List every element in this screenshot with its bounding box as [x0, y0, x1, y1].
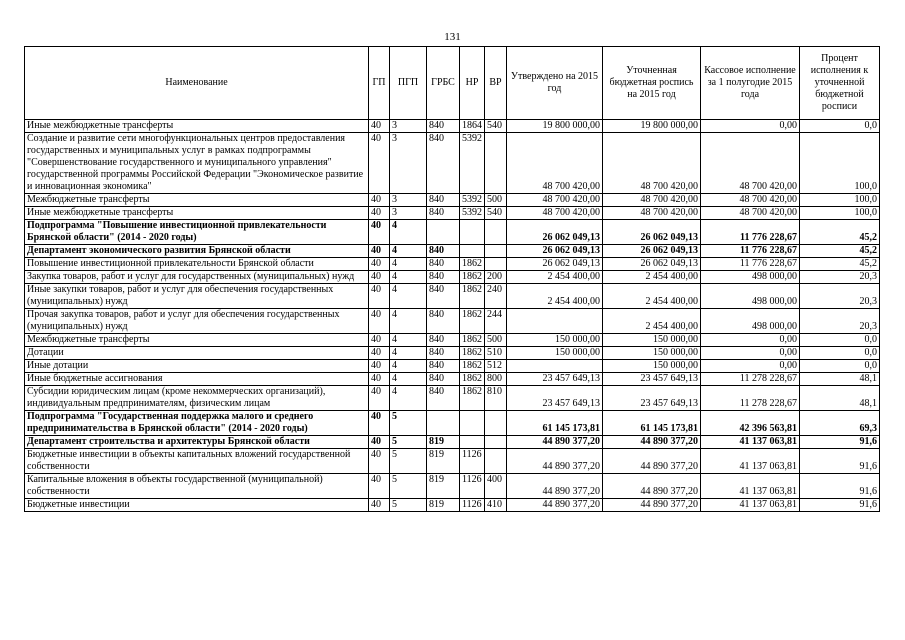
cell-grbs: 840: [427, 245, 460, 258]
cell-name: Подпрограмма "Государственная поддержка малого и среднего предпринимательства в Брянской области" (2014 - 2020 годы): [25, 411, 369, 436]
cell-name: Субсидии юридическим лицам (кроме некоммерческих организаций), индивидуальным предпринимателям, физическим лицам: [25, 386, 369, 411]
cell-percent: 91,6: [800, 436, 880, 449]
cell-revised: 61 145 173,81: [603, 411, 701, 436]
cell-name: Создание и развитие сети многофункциональных центров предоставления государственных и муниципальных услуг в рамках подпрограммы "Совершенствование государственного и муниципального управления" государственной программы Российской Федерации "Экономическое развитие и инновационная экономика": [25, 133, 369, 194]
table-header-row: [25, 47, 880, 120]
cell-gp: 40: [369, 194, 390, 207]
table-row: [25, 245, 880, 258]
cell-vr: [485, 436, 507, 449]
cell-name: Департамент экономического развития Брянской области: [25, 245, 369, 258]
cell-percent: 0,0: [800, 360, 880, 373]
cell-gp: 40: [369, 411, 390, 436]
cell-percent: 45,2: [800, 258, 880, 271]
cell-cash: 41 137 063,81: [701, 436, 800, 449]
cell-revised: 44 890 377,20: [603, 449, 701, 474]
cell-grbs: 840: [427, 120, 460, 133]
cell-name: Капитальные вложения в объекты государственной (муниципальной) собственности: [25, 474, 369, 499]
cell-cash: 42 396 563,81: [701, 411, 800, 436]
cell-percent: 91,6: [800, 474, 880, 499]
cell-cash: 0,00: [701, 360, 800, 373]
cell-grbs: 840: [427, 347, 460, 360]
cell-cash: 48 700 420,00: [701, 207, 800, 220]
cell-approved: 26 062 049,13: [507, 220, 603, 245]
table-row: [25, 258, 880, 271]
cell-name: Дотации: [25, 347, 369, 360]
cell-grbs: 819: [427, 499, 460, 512]
cell-name: Межбюджетные трансферты: [25, 194, 369, 207]
cell-name: Закупка товаров, работ и услуг для государственных (муниципальных) нужд: [25, 271, 369, 284]
cell-gp: 40: [369, 258, 390, 271]
cell-vr: 400: [485, 474, 507, 499]
cell-pgp: 4: [390, 347, 427, 360]
cell-nr: 1862: [460, 373, 485, 386]
cell-approved: 2 454 400,00: [507, 284, 603, 309]
cell-revised: 44 890 377,20: [603, 499, 701, 512]
cell-nr: [460, 220, 485, 245]
cell-vr: 410: [485, 499, 507, 512]
cell-nr: 1864: [460, 120, 485, 133]
table-body: [25, 120, 880, 512]
cell-pgp: 3: [390, 120, 427, 133]
cell-approved: 44 890 377,20: [507, 474, 603, 499]
cell-gp: 40: [369, 120, 390, 133]
cell-approved: [507, 360, 603, 373]
cell-name: Иные бюджетные ассигнования: [25, 373, 369, 386]
cell-approved: 26 062 049,13: [507, 245, 603, 258]
cell-gp: 40: [369, 271, 390, 284]
cell-approved: 44 890 377,20: [507, 499, 603, 512]
cell-approved: 23 457 649,13: [507, 386, 603, 411]
header-approved: Утверждено на 2015 год: [507, 47, 603, 120]
table-row: [25, 133, 880, 194]
cell-vr: [485, 258, 507, 271]
cell-approved: 48 700 420,00: [507, 133, 603, 194]
cell-pgp: 5: [390, 499, 427, 512]
cell-gp: 40: [369, 284, 390, 309]
cell-gp: 40: [369, 309, 390, 334]
cell-cash: 0,00: [701, 334, 800, 347]
cell-approved: 150 000,00: [507, 347, 603, 360]
cell-gp: 40: [369, 499, 390, 512]
table-row: [25, 194, 880, 207]
cell-revised: 44 890 377,20: [603, 436, 701, 449]
cell-vr: 200: [485, 271, 507, 284]
cell-grbs: 840: [427, 271, 460, 284]
cell-approved: 48 700 420,00: [507, 194, 603, 207]
cell-gp: 40: [369, 220, 390, 245]
cell-revised: 48 700 420,00: [603, 194, 701, 207]
cell-pgp: 4: [390, 360, 427, 373]
header-cash: Кассовое исполнение за 1 полугодие 2015 года: [701, 47, 800, 120]
table-row: [25, 474, 880, 499]
cell-revised: 2 454 400,00: [603, 271, 701, 284]
cell-approved: [507, 309, 603, 334]
cell-grbs: 819: [427, 449, 460, 474]
table-row: [25, 347, 880, 360]
cell-nr: [460, 245, 485, 258]
cell-approved: 150 000,00: [507, 334, 603, 347]
cell-vr: [485, 245, 507, 258]
cell-percent: 100,0: [800, 207, 880, 220]
cell-cash: 11 776 228,67: [701, 245, 800, 258]
cell-pgp: 5: [390, 436, 427, 449]
table-row: [25, 271, 880, 284]
cell-percent: 100,0: [800, 133, 880, 194]
cell-cash: 498 000,00: [701, 309, 800, 334]
cell-name: Межбюджетные трансферты: [25, 334, 369, 347]
header-percent: Процент исполнения к уточненной бюджетной росписи: [800, 47, 880, 120]
cell-percent: 69,3: [800, 411, 880, 436]
cell-vr: 810: [485, 386, 507, 411]
cell-cash: 41 137 063,81: [701, 499, 800, 512]
table-row: [25, 284, 880, 309]
cell-vr: 500: [485, 194, 507, 207]
header-grbs: ГРБС: [427, 47, 460, 120]
cell-pgp: 4: [390, 271, 427, 284]
cell-name: Иные дотации: [25, 360, 369, 373]
cell-revised: 48 700 420,00: [603, 207, 701, 220]
header-name: Наименование: [25, 47, 369, 120]
cell-nr: 1862: [460, 334, 485, 347]
cell-revised: 23 457 649,13: [603, 386, 701, 411]
cell-pgp: 4: [390, 245, 427, 258]
cell-grbs: 840: [427, 194, 460, 207]
cell-revised: 150 000,00: [603, 347, 701, 360]
cell-percent: 20,3: [800, 284, 880, 309]
header-pgp: ПГП: [390, 47, 427, 120]
cell-pgp: 5: [390, 411, 427, 436]
header-nr: НР: [460, 47, 485, 120]
table-row: [25, 360, 880, 373]
table-row: [25, 220, 880, 245]
cell-percent: 0,0: [800, 347, 880, 360]
cell-grbs: 840: [427, 309, 460, 334]
cell-name: Иные межбюджетные трансферты: [25, 207, 369, 220]
cell-cash: 11 776 228,67: [701, 220, 800, 245]
cell-cash: 0,00: [701, 347, 800, 360]
cell-pgp: 4: [390, 258, 427, 271]
cell-pgp: 4: [390, 309, 427, 334]
cell-percent: 45,2: [800, 245, 880, 258]
cell-nr: 1862: [460, 309, 485, 334]
cell-nr: 5392: [460, 194, 485, 207]
cell-revised: 2 454 400,00: [603, 284, 701, 309]
cell-cash: 498 000,00: [701, 271, 800, 284]
budget-table: [24, 46, 880, 512]
cell-approved: 44 890 377,20: [507, 436, 603, 449]
cell-gp: 40: [369, 347, 390, 360]
cell-revised: 26 062 049,13: [603, 220, 701, 245]
cell-cash: 48 700 420,00: [701, 133, 800, 194]
cell-vr: [485, 411, 507, 436]
cell-percent: 91,6: [800, 499, 880, 512]
cell-nr: 1862: [460, 386, 485, 411]
cell-nr: 1126: [460, 474, 485, 499]
cell-pgp: 3: [390, 133, 427, 194]
cell-grbs: 840: [427, 207, 460, 220]
cell-nr: 5392: [460, 133, 485, 194]
cell-nr: 1126: [460, 499, 485, 512]
cell-revised: 23 457 649,13: [603, 373, 701, 386]
cell-vr: 240: [485, 284, 507, 309]
cell-pgp: 4: [390, 334, 427, 347]
cell-gp: 40: [369, 360, 390, 373]
cell-revised: 19 800 000,00: [603, 120, 701, 133]
cell-gp: 40: [369, 449, 390, 474]
cell-cash: 11 278 228,67: [701, 373, 800, 386]
cell-vr: 540: [485, 120, 507, 133]
cell-pgp: 3: [390, 194, 427, 207]
cell-grbs: 840: [427, 334, 460, 347]
cell-pgp: 4: [390, 284, 427, 309]
cell-vr: 512: [485, 360, 507, 373]
cell-vr: 540: [485, 207, 507, 220]
cell-gp: 40: [369, 207, 390, 220]
cell-vr: 800: [485, 373, 507, 386]
cell-nr: 1862: [460, 258, 485, 271]
cell-approved: 48 700 420,00: [507, 207, 603, 220]
cell-grbs: 840: [427, 258, 460, 271]
cell-gp: 40: [369, 245, 390, 258]
cell-cash: 41 137 063,81: [701, 449, 800, 474]
cell-percent: 0,0: [800, 120, 880, 133]
cell-gp: 40: [369, 373, 390, 386]
cell-gp: 40: [369, 474, 390, 499]
cell-vr: 510: [485, 347, 507, 360]
cell-vr: 244: [485, 309, 507, 334]
cell-percent: 20,3: [800, 271, 880, 284]
page-number: 131: [444, 31, 461, 43]
cell-approved: 2 454 400,00: [507, 271, 603, 284]
cell-percent: 100,0: [800, 194, 880, 207]
cell-grbs: [427, 220, 460, 245]
cell-revised: 2 454 400,00: [603, 309, 701, 334]
cell-nr: [460, 436, 485, 449]
table-row: [25, 436, 880, 449]
cell-grbs: 840: [427, 386, 460, 411]
table-row: [25, 411, 880, 436]
cell-approved: 44 890 377,20: [507, 449, 603, 474]
header-gp: ГП: [369, 47, 390, 120]
cell-pgp: 4: [390, 373, 427, 386]
cell-cash: 11 776 228,67: [701, 258, 800, 271]
cell-percent: 48,1: [800, 386, 880, 411]
cell-name: Департамент строительства и архитектуры Брянской области: [25, 436, 369, 449]
table-row: [25, 499, 880, 512]
cell-grbs: 819: [427, 474, 460, 499]
cell-pgp: 3: [390, 207, 427, 220]
cell-gp: 40: [369, 386, 390, 411]
cell-pgp: 4: [390, 386, 427, 411]
cell-grbs: [427, 411, 460, 436]
cell-grbs: 840: [427, 133, 460, 194]
table-row: [25, 309, 880, 334]
cell-vr: [485, 133, 507, 194]
table-row: [25, 207, 880, 220]
cell-grbs: 840: [427, 373, 460, 386]
header-vr: ВР: [485, 47, 507, 120]
cell-percent: 45,2: [800, 220, 880, 245]
cell-vr: [485, 220, 507, 245]
cell-cash: 498 000,00: [701, 284, 800, 309]
cell-nr: 1126: [460, 449, 485, 474]
cell-approved: 19 800 000,00: [507, 120, 603, 133]
cell-approved: 26 062 049,13: [507, 258, 603, 271]
cell-nr: 1862: [460, 284, 485, 309]
cell-cash: 41 137 063,81: [701, 474, 800, 499]
cell-name: Прочая закупка товаров, работ и услуг для обеспечения государственных (муниципальных) нужд: [25, 309, 369, 334]
cell-name: Бюджетные инвестиции: [25, 499, 369, 512]
cell-pgp: 5: [390, 474, 427, 499]
cell-name: Бюджетные инвестиции в объекты капитальных вложений государственной собственности: [25, 449, 369, 474]
table-row: [25, 120, 880, 133]
cell-nr: 1862: [460, 271, 485, 284]
cell-nr: [460, 411, 485, 436]
table-row: [25, 449, 880, 474]
cell-revised: 48 700 420,00: [603, 133, 701, 194]
table-row: [25, 373, 880, 386]
cell-cash: 11 278 228,67: [701, 386, 800, 411]
cell-revised: 26 062 049,13: [603, 245, 701, 258]
cell-name: Повышение инвестиционной привлекательности Брянской области: [25, 258, 369, 271]
cell-pgp: 5: [390, 449, 427, 474]
cell-revised: 44 890 377,20: [603, 474, 701, 499]
cell-revised: 150 000,00: [603, 360, 701, 373]
cell-gp: 40: [369, 133, 390, 194]
cell-grbs: 819: [427, 436, 460, 449]
header-revised: Уточненная бюджетная роспись на 2015 год: [603, 47, 701, 120]
cell-approved: 23 457 649,13: [507, 373, 603, 386]
cell-gp: 40: [369, 334, 390, 347]
cell-name: Иные закупки товаров, работ и услуг для обеспечения государственных (муниципальных) нужд: [25, 284, 369, 309]
cell-cash: 0,00: [701, 120, 800, 133]
cell-percent: 91,6: [800, 449, 880, 474]
cell-percent: 0,0: [800, 334, 880, 347]
cell-gp: 40: [369, 436, 390, 449]
cell-percent: 20,3: [800, 309, 880, 334]
cell-name: Иные межбюджетные трансферты: [25, 120, 369, 133]
cell-revised: 26 062 049,13: [603, 258, 701, 271]
cell-nr: 5392: [460, 207, 485, 220]
cell-grbs: 840: [427, 284, 460, 309]
cell-pgp: 4: [390, 220, 427, 245]
cell-nr: 1862: [460, 347, 485, 360]
cell-vr: [485, 449, 507, 474]
cell-vr: 500: [485, 334, 507, 347]
cell-approved: 61 145 173,81: [507, 411, 603, 436]
cell-cash: 48 700 420,00: [701, 194, 800, 207]
cell-revised: 150 000,00: [603, 334, 701, 347]
cell-nr: 1862: [460, 360, 485, 373]
table-row: [25, 386, 880, 411]
cell-grbs: 840: [427, 360, 460, 373]
cell-name: Подпрограмма "Повышение инвестиционной привлекательности Брянской области" (2014 - 2020 годы): [25, 220, 369, 245]
cell-percent: 48,1: [800, 373, 880, 386]
table-row: [25, 334, 880, 347]
